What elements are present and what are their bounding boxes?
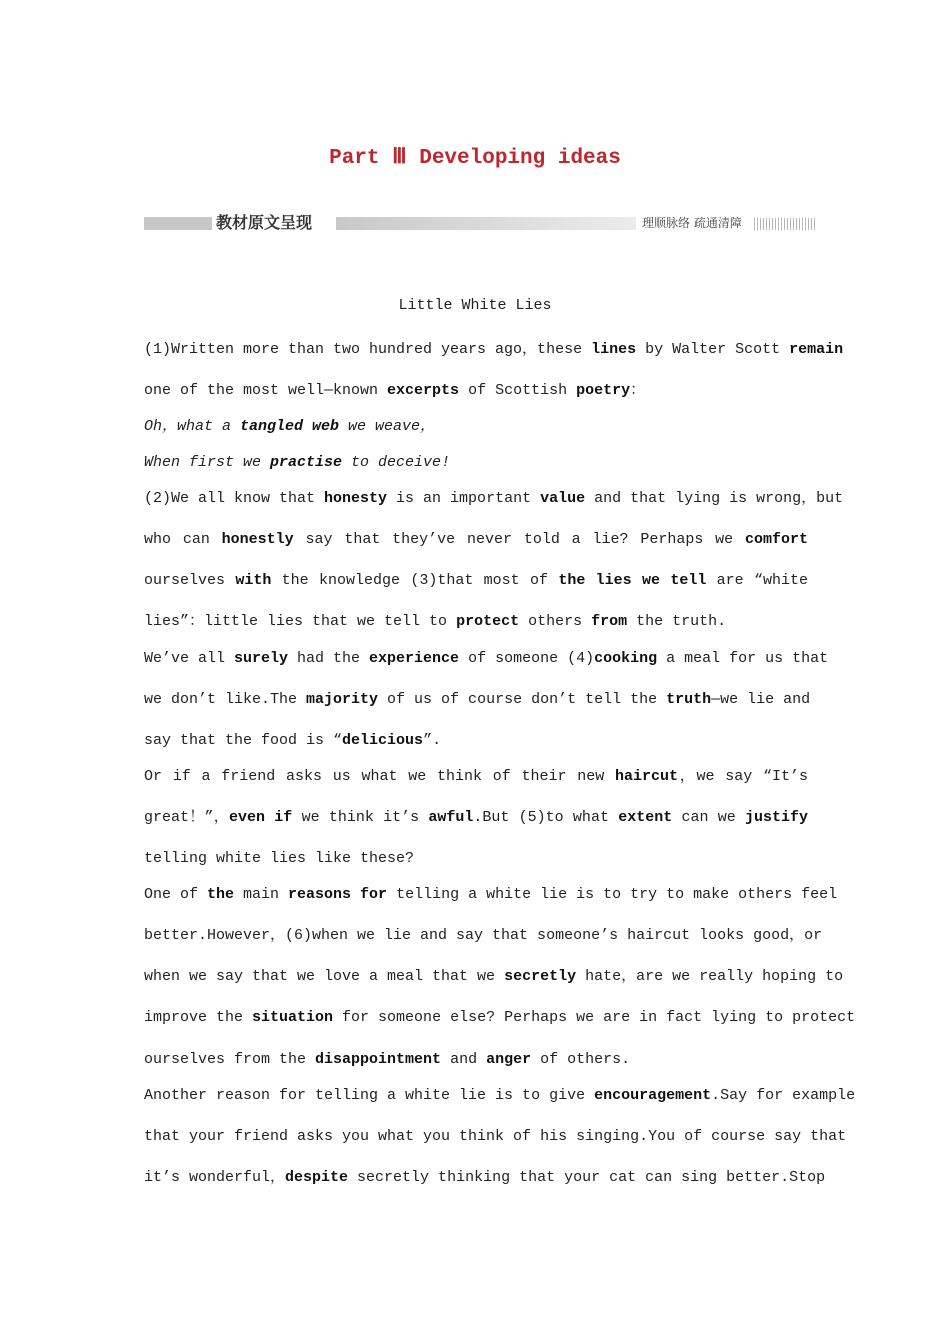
- text-run: Another reason for telling a white lie is to give: [144, 1087, 595, 1104]
- text-run: great！”，: [144, 809, 230, 826]
- text-run: it’s wonderful，: [144, 1169, 286, 1186]
- highlighted-word: majority: [306, 691, 379, 708]
- highlighted-word: secretly: [504, 968, 577, 985]
- text-run: and: [441, 1051, 487, 1068]
- text-run: lies”：little lies that we tell to: [144, 613, 457, 630]
- passage-line: [144, 1085, 856, 1107]
- text-run: .But (5)to what: [473, 809, 619, 826]
- highlighted-word: awful: [428, 809, 474, 826]
- text-run: ourselves from the: [144, 1051, 316, 1068]
- banner-slogan: 理顺脉络 疏通清障: [642, 216, 742, 230]
- passage-line: [144, 416, 808, 438]
- section-banner: [144, 212, 815, 234]
- text-run: secretly thinking that your cat can sing better.Stop: [348, 1169, 826, 1186]
- passage-line: [144, 648, 829, 670]
- highlighted-word: disappointment: [315, 1051, 442, 1068]
- highlighted-word: despite: [285, 1169, 349, 1186]
- highlighted-word: encouragement: [594, 1087, 712, 1104]
- highlighted-word: extent: [618, 809, 673, 826]
- passage-line: [144, 848, 808, 870]
- text-run: we don’t like.The: [144, 691, 307, 708]
- text-run: the knowledge (3)that most of: [271, 572, 559, 589]
- text-run: (1)Written more than two hundred years ago，these: [144, 341, 592, 358]
- banner-bar-left: [144, 217, 212, 230]
- passage-line: [144, 380, 808, 402]
- highlighted-word: cooking: [594, 650, 658, 667]
- highlighted-word: truth: [666, 691, 712, 708]
- text-run: telling white lies like these?: [144, 850, 415, 867]
- passage-line: [144, 529, 808, 551]
- passage-line: [144, 339, 844, 361]
- text-run: ，we say “It’s: [678, 768, 808, 785]
- highlighted-word: honesty: [324, 490, 388, 507]
- passage-line: [144, 925, 823, 947]
- passage-line: [144, 1126, 847, 1148]
- text-run: telling a white lie is to try to make others feel: [387, 886, 838, 903]
- text-run: by Walter Scott: [636, 341, 790, 358]
- page-title: Part Ⅲ Developing ideas: [329, 147, 621, 170]
- passage-line: [144, 452, 808, 474]
- text-run: —we lie and: [711, 691, 811, 708]
- passage-line: [144, 1049, 808, 1071]
- text-run: that your friend asks you what you think of his singing.You of course say that: [144, 1128, 847, 1145]
- banner-stripes: [754, 218, 815, 230]
- text-run: a meal for us that: [657, 650, 829, 667]
- text-run: for someone else? Perhaps we are in fact lying to protect: [333, 1009, 856, 1026]
- text-run: We’ve all: [144, 650, 235, 667]
- text-run: say that they’ve never told a lie? Perhaps we: [293, 531, 745, 548]
- highlighted-word: anger: [486, 1051, 532, 1068]
- text-run: had the: [288, 650, 370, 667]
- highlighted-word: lines: [591, 341, 637, 358]
- text-run: can we: [672, 809, 745, 826]
- passage-line: [144, 488, 844, 510]
- highlighted-word: surely: [234, 650, 289, 667]
- text-run: the truth.: [627, 613, 727, 630]
- text-run: one of the most well—known: [144, 382, 388, 399]
- text-run: we weave，: [339, 418, 436, 435]
- highlighted-word: justify: [745, 809, 809, 826]
- text-title: Little White Lies: [398, 297, 552, 314]
- text-run: to deceive!: [342, 454, 451, 471]
- passage-line: [144, 807, 808, 829]
- highlighted-word: value: [540, 490, 586, 507]
- highlighted-word: the: [207, 886, 235, 903]
- highlighted-word: comfort: [745, 531, 809, 548]
- text-run: say that the food is “: [144, 732, 343, 749]
- passage-line: [144, 611, 808, 633]
- banner-bar-middle: [336, 217, 636, 230]
- highlighted-word: even if: [229, 809, 293, 826]
- highlighted-word: protect: [456, 613, 520, 630]
- text-run: we think it’s: [292, 809, 429, 826]
- highlighted-word: situation: [252, 1009, 334, 1026]
- text-run: .Say for example: [711, 1087, 856, 1104]
- passage-line: [144, 689, 811, 711]
- text-run: ：: [630, 382, 646, 399]
- passage-line: [144, 884, 838, 906]
- highlighted-word: delicious: [342, 732, 424, 749]
- passage-line: [144, 730, 808, 752]
- passage-line: [144, 766, 808, 788]
- passage-line: [144, 966, 844, 988]
- highlighted-word: honestly: [221, 531, 294, 548]
- text-run: is an important: [387, 490, 541, 507]
- highlighted-word: from: [591, 613, 628, 630]
- text-run: of someone (4): [459, 650, 595, 667]
- highlighted-word: poetry: [576, 382, 631, 399]
- highlighted-word: haircut: [614, 768, 678, 785]
- text-run: ”.: [423, 732, 442, 749]
- text-run: hate，are we really hoping to: [576, 968, 844, 985]
- text-run: when we say that we love a meal that we: [144, 968, 505, 985]
- highlighted-word: reasons for: [288, 886, 388, 903]
- text-run: improve the: [144, 1009, 253, 1026]
- text-run: ourselves: [144, 572, 236, 589]
- text-run: Oh，what a: [144, 418, 241, 435]
- text-run: main: [234, 886, 289, 903]
- highlighted-word: tangled web: [240, 418, 340, 435]
- text-run: of others.: [531, 1051, 631, 1068]
- text-run: (2)We all know that: [144, 490, 325, 507]
- banner-label: 教材原文呈现: [216, 213, 313, 232]
- text-run: Or if a friend asks us what we think of their new: [144, 768, 615, 785]
- passage-line: [144, 1167, 826, 1189]
- text-run: who can: [144, 531, 222, 548]
- highlighted-word: the lies we tell: [558, 572, 707, 589]
- highlighted-word: experience: [369, 650, 460, 667]
- text-run: are “white: [706, 572, 809, 589]
- highlighted-word: practise: [270, 454, 343, 471]
- text-run: of Scottish: [459, 382, 577, 399]
- passage-line: [144, 1007, 856, 1029]
- text-run: and that lying is wrong，but: [585, 490, 844, 507]
- highlighted-word: with: [235, 572, 272, 589]
- text-run: of us of course don’t tell the: [378, 691, 667, 708]
- highlighted-word: remain: [789, 341, 844, 358]
- text-run: others: [519, 613, 592, 630]
- text-run: When first we: [144, 454, 271, 471]
- passage-line: [144, 570, 808, 592]
- highlighted-word: excerpts: [387, 382, 460, 399]
- text-run: One of: [144, 886, 208, 903]
- text-run: better.However，(6)when we lie and say that someone’s haircut looks good，or: [144, 927, 823, 944]
